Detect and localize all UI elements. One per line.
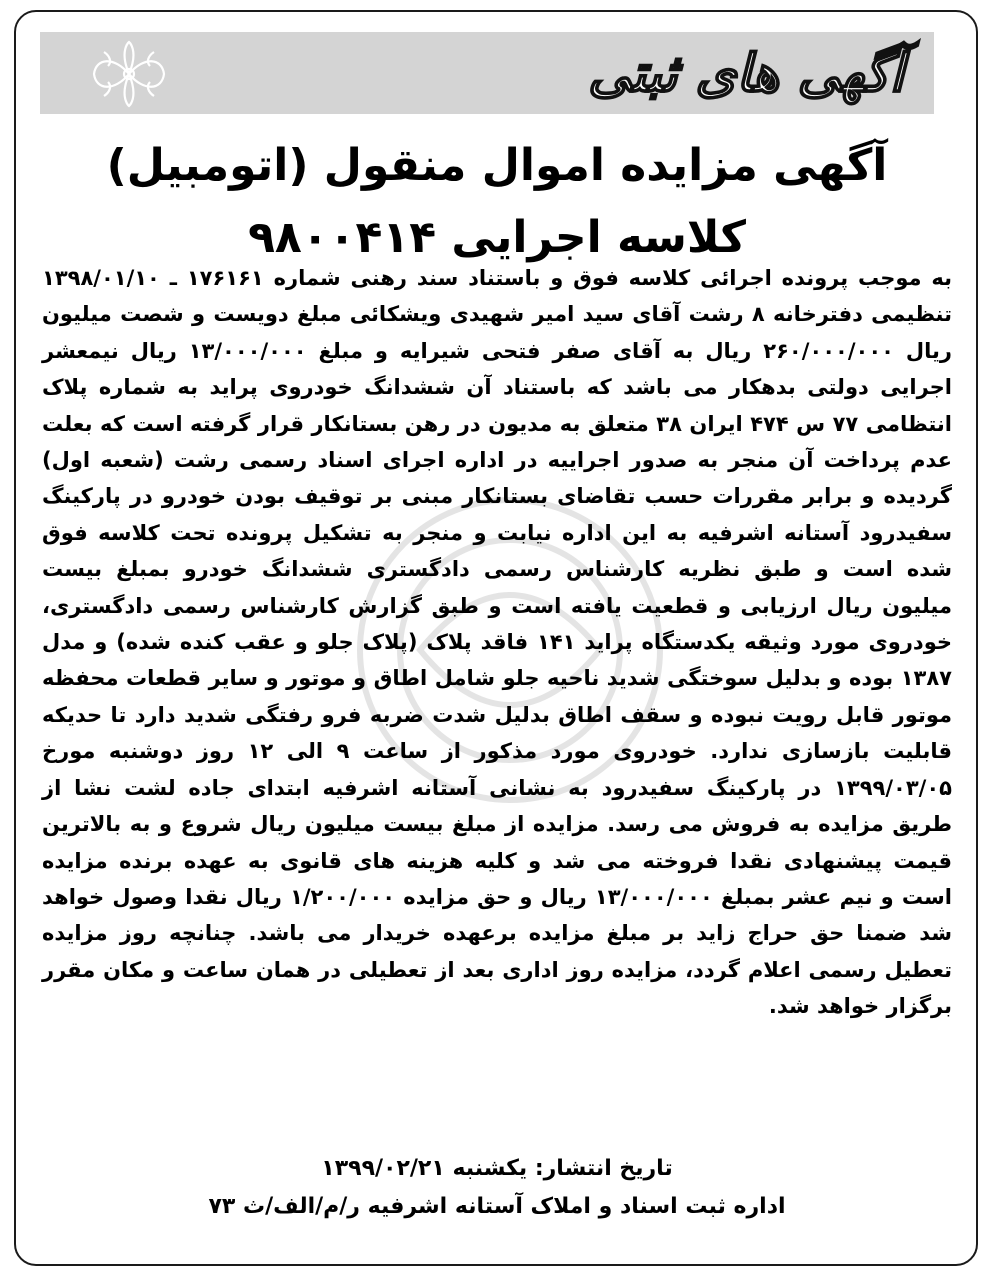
header-brand: آگهی های ثبتی (588, 43, 904, 104)
notice-title: آگهی مزایده اموال منقول (اتومبیل) کلاسه اجرایی ۹۸۰۰۴۱۴ (106, 140, 888, 263)
publication-date: تاریخ انتشار: یکشنبه ۱۳۹۹/۰۲/۲۱ (321, 1156, 673, 1181)
floral-ornament-icon (84, 36, 174, 112)
notice-body: به موجب پرونده اجرائی کلاسه فوق و باستناد سند رهنی شماره ۱۷۶۱۶۱ ـ ۱۳۹۸/۰۱/۱۰ تنظیمی دفترخانه ۸ رشت آقای سید امیر شهیدی ویشکائی مبلغ دویست و شصت میلیون ریال ۲۶۰/۰۰۰/۰۰۰ ریال به آقای صفر فتحی شیرایه و مبلغ ۱۳/۰۰۰/۰۰۰ ریال نیمعشر اجرایی دولتی بدهکار می باشد که باستناد آن ششدانگ خودروی پراید به شماره پلاک انتظامی ۷۷ س ۴۷۴ ایران ۳۸ متعلق به مدیون در رهن بستانکار قرار گرفته است که بعلت عدم پرداخت آن منجر به صدور اجراییه در اداره اجرای اسناد رسمی رشت (شعبه اول) گردیده و برابر مقررات حسب تقاضای بستانکار مبنی بر توقیف بودن خودرو در پارکینگ سفیدرود آستانه اشرفیه به این اداره نیابت و منجر به تشکیل پرونده تحت کلاسه فوق شده است و طبق نظریه کارشناس رسمی دادگستری ششدانگ خودرو بمبلغ بیست میلیون ریال ارزیابی و قطعیت یافته است و طبق گزارش کارشناس رسمی دادگستری، خودروی مورد وثیقه یکدستگاه پراید ۱۴۱ فاقد پلاک (پلاک جلو و عقب کنده شده) و مدل ۱۳۸۷ بوده و بدلیل سوختگی شدید ناحیه جلو شامل اطاق و موتور و سایر قطعات محفظه موتور قابل رویت نبوده و سقف اطاق بدلیل شدت ضربه فرو رفتگی شدید دارد تا حدیکه قابلیت بازسازی ندارد. خودروی مورد مذکور از ساعت ۹ الی ۱۲ روز دوشنبه مورخ ۱۳۹۹/۰۳/۰۵ در پارکینگ سفیدرود به نشانی آستانه اشرفیه ابتدای جاده لشت نشا از طریق مزایده به فروش می رسد. مزایده از مبلغ بیست میلیون ریال شروع و به بالاترین قیمت پیشنهادی نقدا فروخته می شد و کلیه هزینه های قانوی به عهده برنده مزایده است و نیم عشر بمبلغ ۱۳/۰۰۰/۰۰۰ ریال و حق مزایده ۱/۲۰۰/۰۰۰ ریال نقدا وصول خواهد شد ضمنا حق حراج زاید بر مبلغ مزایده برعهده خریدار می باشد. چنانچه روز مزایده تعطیل رسمی اعلام گردد، مزایده روز اداری بعد از تعطیلی در همان ساعت و مکان مقرر برگزار خواهد شد. (42, 266, 953, 1019)
issuing-office: اداره ثبت اسناد و املاک آستانه اشرفیه ر/م/الف/ث ۷۳ (208, 1194, 786, 1219)
